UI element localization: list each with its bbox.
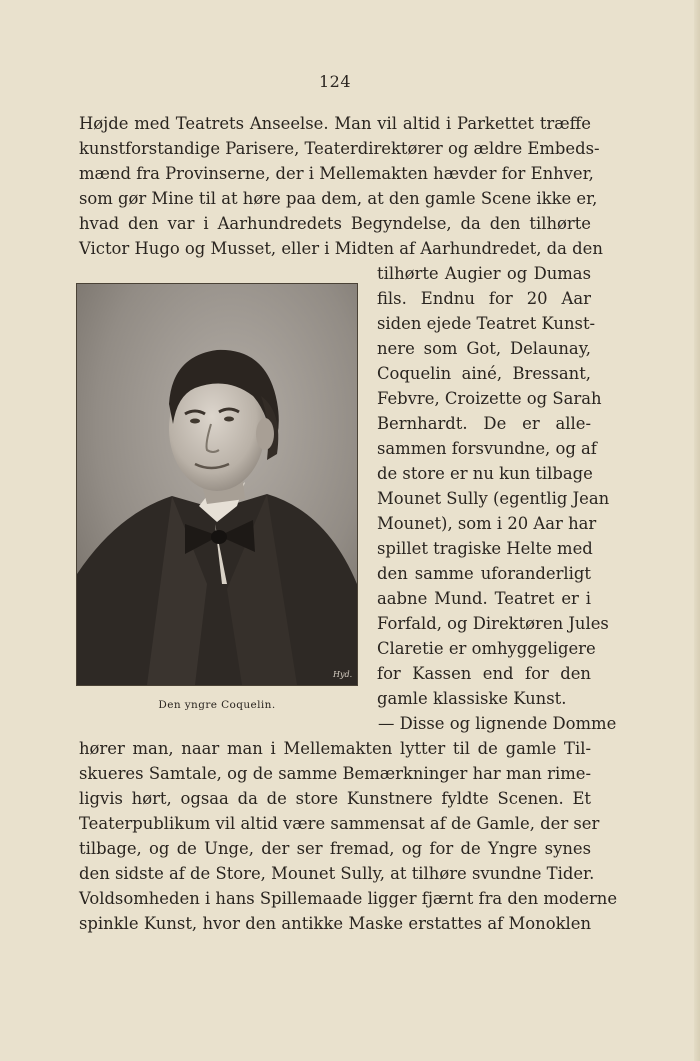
text-line: den sidste af de Store, Mounet Sully, at tilhøre svundne Tider. [79, 864, 595, 883]
text-line: Victor Hugo og Musset, eller i Midten af Aarhundredet, da den [79, 239, 603, 258]
text-line: tilhørte Augier og Dumas [377, 264, 591, 283]
text-line: siden ejede Teatret Kunst- [377, 314, 596, 333]
text-line: kunstforstandige Parisere, Teaterdirektører og ældre Embeds- [79, 139, 600, 158]
text-line: for Kassen end for den [377, 664, 591, 683]
text-line: tilbage, og de Unge, der ser fremad, og for de Yngre synes [79, 839, 591, 858]
portrait-image [76, 283, 358, 686]
text-line: sammen forsvundne, og af [377, 439, 597, 458]
page-number: 124 [318, 72, 352, 91]
text-line: Febvre, Croizette og Sarah [377, 389, 602, 408]
figure-caption: Den yngre Coquelin. [158, 699, 276, 711]
text-line: — Disse og lignende Domme [378, 714, 617, 733]
portrait-illustration [77, 284, 357, 685]
text-line: Coquelin ainé, Bressant, [377, 364, 591, 383]
page-edge [694, 0, 700, 1061]
text-line: som gør Mine til at høre paa dem, at den gamle Scene ikke er, [79, 189, 598, 208]
text-line: ligvis hørt, ogsaa da de store Kunstnere fyldte Scenen. Et [79, 789, 591, 808]
text-line: Højde med Teatrets Anseelse. Man vil altid i Parkettet træffe [79, 114, 591, 133]
text-line: fils. Endnu for 20 Aar [377, 289, 591, 308]
text-line: spinkle Kunst, hvor den antikke Maske erstattes af Monoklen [79, 914, 591, 933]
text-line: spillet tragiske Helte med [377, 539, 593, 558]
text-line: aabne Mund. Teatret er i [377, 589, 591, 608]
engraver-signature: Hyd. [333, 670, 353, 679]
text-line: hvad den var i Aarhundredets Begyndelse, da den tilhørte [79, 214, 591, 233]
text-line: Voldsomheden i hans Spillemaade ligger fjærnt fra den moderne [79, 889, 618, 908]
text-line: Forfald, og Direktøren Jules [377, 614, 609, 633]
text-line: skueres Samtale, og de samme Bemærkninger har man rime- [79, 764, 591, 783]
text-line: de store er nu kun tilbage [377, 464, 593, 483]
text-line: hører man, naar man i Mellemakten lytter til de gamle Til- [79, 739, 591, 758]
text-line: mænd fra Provinserne, der i Mellemakten hævder for Enhver, [79, 164, 594, 183]
text-line: gamle klassiske Kunst. [377, 689, 567, 708]
text-line: Mounet), som i 20 Aar har [377, 514, 597, 533]
text-line: Claretie er omhyggeligere [377, 639, 596, 658]
text-line: Teaterpublikum vil altid være sammensat af de Gamle, der ser [79, 814, 600, 833]
text-line: nere som Got, Delaunay, [377, 339, 591, 358]
text-line: Mounet Sully (egentlig Jean [377, 489, 610, 508]
text-line: den samme uforanderligt [377, 564, 591, 583]
text-line: Bernhardt. De er alle- [377, 414, 591, 433]
